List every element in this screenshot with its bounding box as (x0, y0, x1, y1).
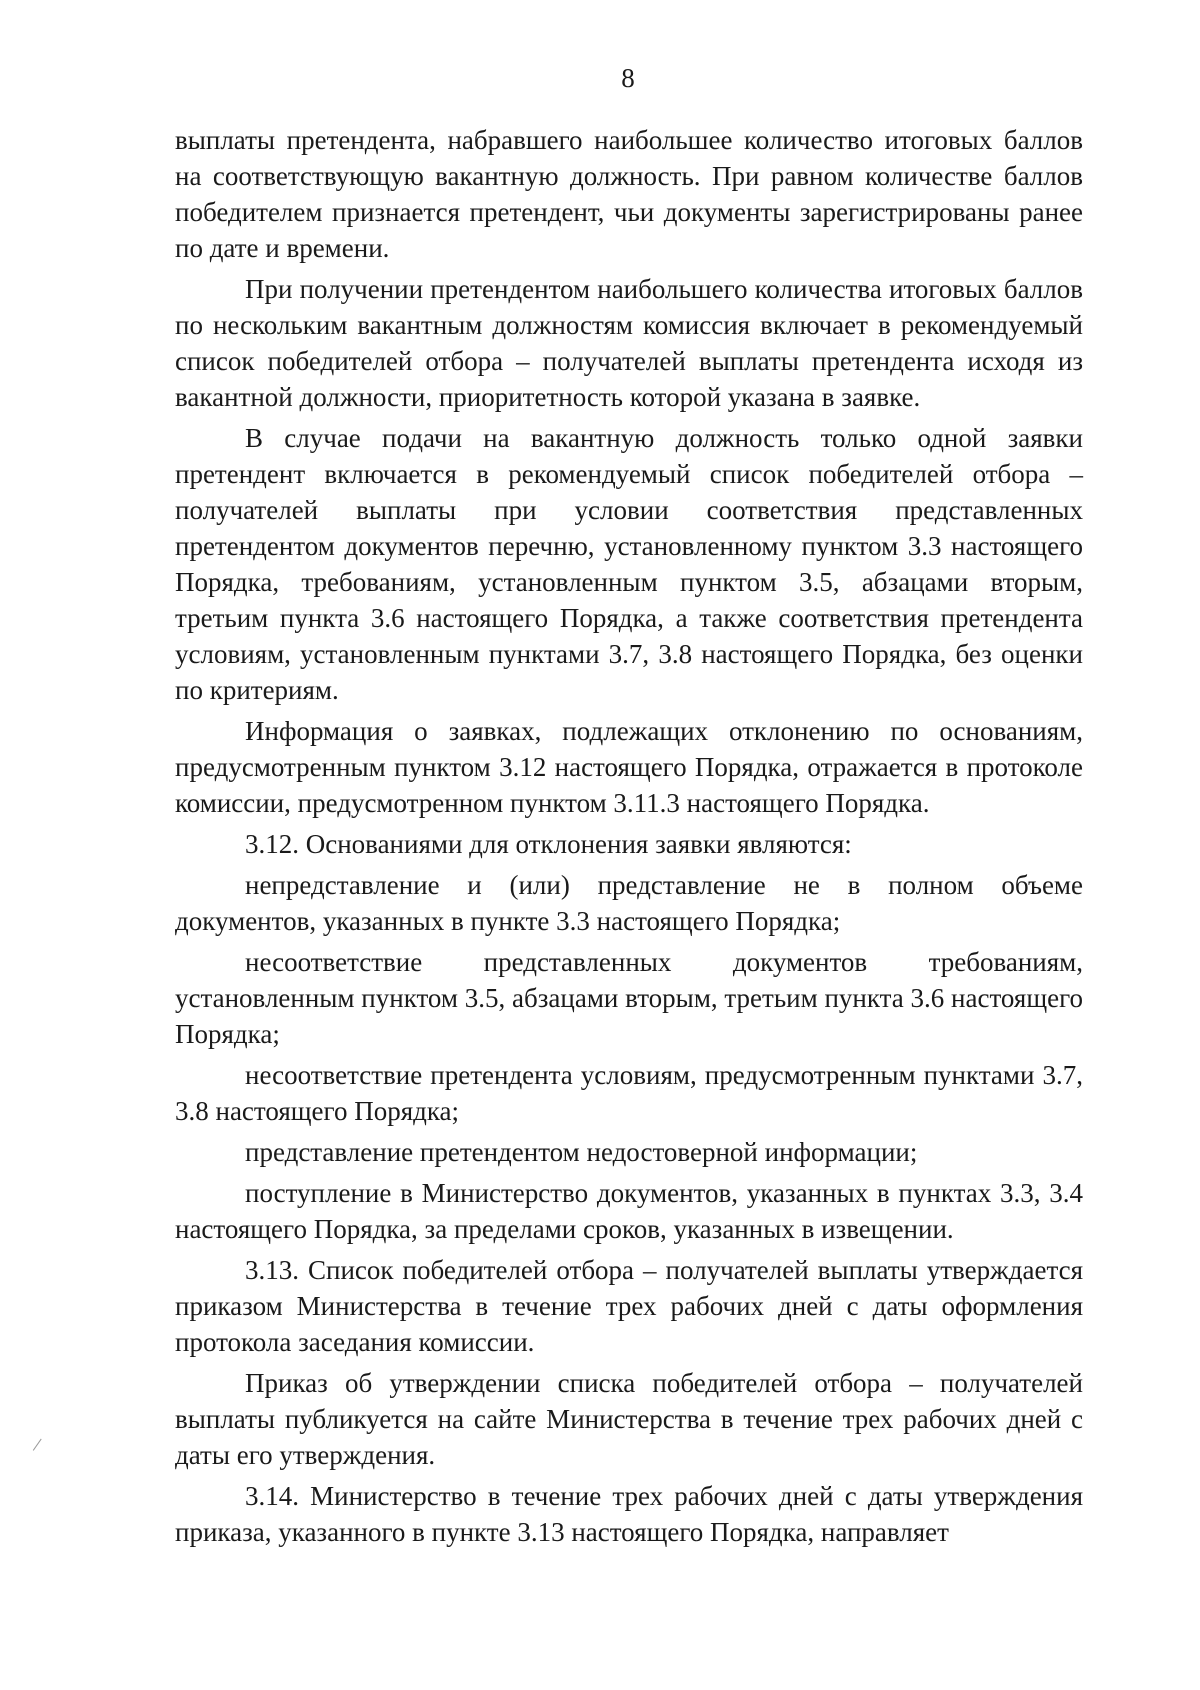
document-body (175, 122, 1083, 1550)
rejection-reason-3: несоответствие претендента условиям, предусмотренным пунктами 3.7, 3.8 настоящего Порядка; (175, 1060, 1083, 1126)
section-3-12-heading: 3.12. Основаниями для отклонения заявки являются: (245, 829, 852, 859)
page-number: 8 (621, 63, 635, 93)
paragraph-3: В случае подачи на вакантную должность только одной заявки претендент включается в рекомендуемый список победителей отбора – получателей выплаты при условии соответствия представленных претендентом документов перечню, установленному пунктом 3.3 настоящего Порядка, требованиям, установленным пунктом 3.5, абзацами вторым, третьим пункта 3.6 настоящего Порядка, а также соответствия претендента условиям, установленным пунктами 3.7, 3.8 настоящего Порядка, без оценки по критериям. (175, 423, 1083, 705)
section-3-13-order: Приказ об утверждении списка победителей отбора – получателей выплаты публикуется на сайте Министерства в течение трех рабочих дней с даты его утверждения. (175, 1368, 1083, 1470)
rejection-reason-1: непредставление и (или) представление не в полном объеме документов, указанных в пункте 3.3 настоящего Порядка; (175, 870, 1083, 936)
paragraph-1: выплаты претендента, набравшего наибольшее количество итоговых баллов на соответствующую вакантную должность. При равном количестве баллов победителем признается претендент, чьи документы зарегистрированы ранее по дате и времени. (175, 125, 1083, 263)
rejection-reason-5: поступление в Министерство документов, указанных в пунктах 3.3, 3.4 настоящего Порядка, за пределами сроков, указанных в извещении. (175, 1178, 1083, 1244)
section-3-13: 3.13. Список победителей отбора – получателей выплаты утверждается приказом Министерства в течение трех рабочих дней с даты оформления протокола заседания комиссии. (175, 1255, 1083, 1357)
paragraph-2: При получении претендентом наибольшего количества итоговых баллов по нескольким вакантным должностям комиссия включает в рекомендуемый список победителей отбора – получателей выплаты претендента исходя из вакантной должности, приоритетность которой указана в заявке. (175, 274, 1083, 412)
section-3-14: 3.14. Министерство в течение трех рабочих дней с даты утверждения приказа, указанного в пункте 3.13 настоящего Порядка, направляет (175, 1481, 1083, 1547)
scan-mark (33, 1439, 48, 1456)
rejection-reason-2: несоответствие представленных документов требованиям, установленным пунктом 3.5, абзацами вторым, третьим пункта 3.6 настоящего Порядка; (175, 947, 1083, 1049)
paragraph-4: Информация о заявках, подлежащих отклонению по основаниям, предусмотренным пунктом 3.12 настоящего Порядка, отражается в протоколе комиссии, предусмотренном пунктом 3.11.3 настоящего Порядка. (175, 716, 1083, 818)
rejection-reason-4: представление претендентом недостоверной информации; (245, 1137, 918, 1167)
